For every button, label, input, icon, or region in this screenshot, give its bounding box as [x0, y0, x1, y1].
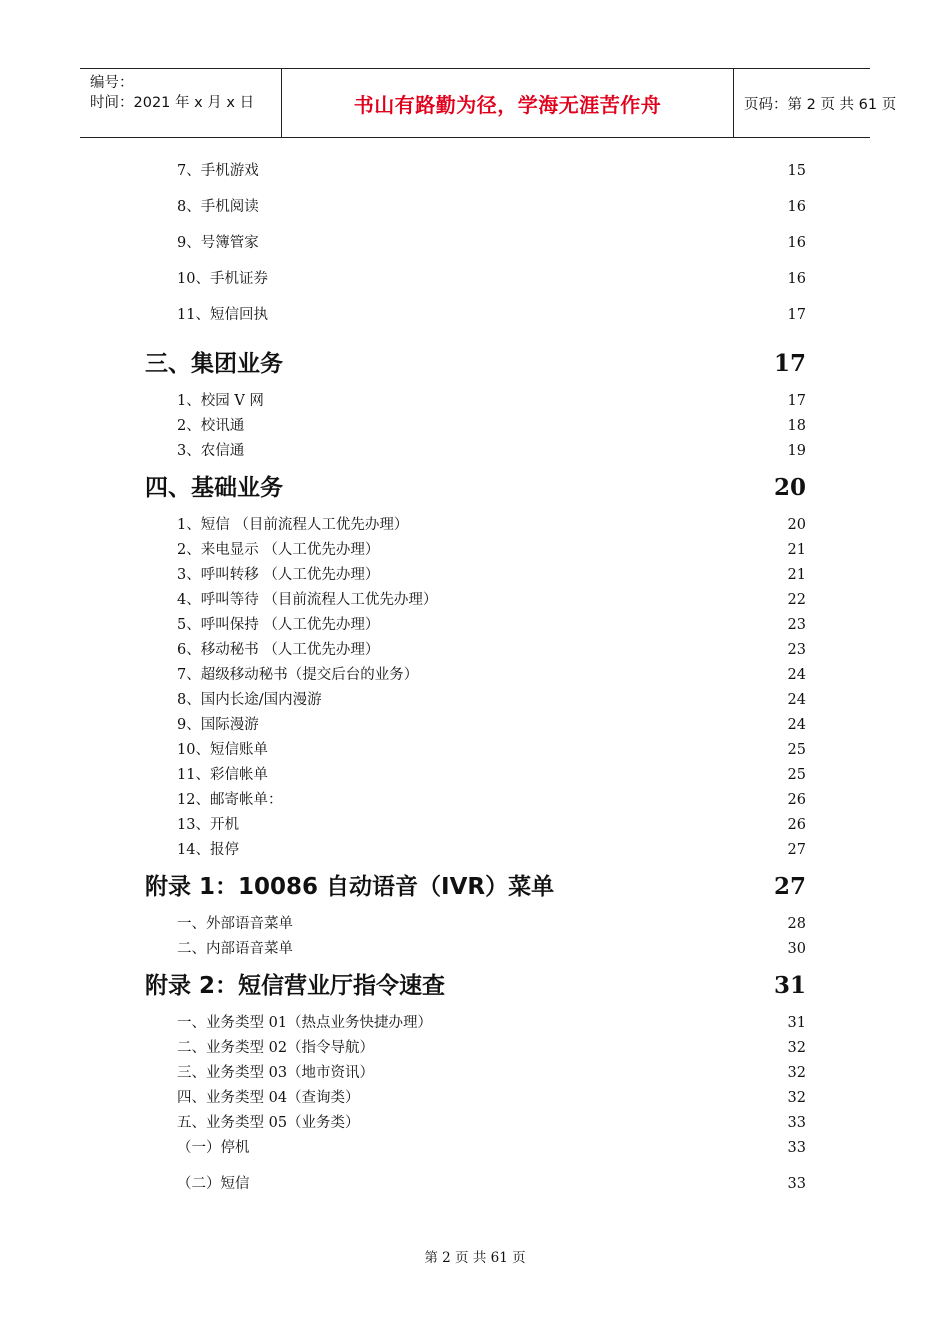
header-page-info: 页码：第 2 页 共 61 页: [744, 96, 897, 113]
toc-entry[interactable]: [177, 1112, 806, 1134]
page-footer: 第 2 页 共 61 页: [424, 1250, 526, 1266]
toc-entry-page: 23: [787, 617, 806, 633]
toc-entry[interactable]: [177, 440, 806, 462]
toc-entry-page: 18: [787, 418, 806, 434]
toc-entry-page: 26: [787, 817, 806, 833]
header-motto: [282, 69, 734, 137]
toc-section-page: 20: [773, 474, 806, 501]
toc-entry-page: 24: [787, 692, 806, 708]
toc-entry-page: 15: [787, 163, 806, 179]
toc-entry-label: 10、手机证券: [177, 271, 268, 287]
toc-entry[interactable]: [177, 160, 806, 182]
toc-section-heading[interactable]: [145, 472, 806, 504]
toc-entry-page: 19: [787, 443, 806, 459]
toc-entry[interactable]: [177, 664, 806, 686]
toc-entry[interactable]: [177, 415, 806, 437]
toc-entry-label: 12、邮寄帐单：: [177, 792, 283, 808]
toc-entry[interactable]: [177, 268, 806, 290]
toc-entry-page: 16: [787, 199, 806, 215]
toc-entry-label: 2、来电显示 （人工优先办理）: [177, 542, 380, 558]
toc-entry-label: 14、报停: [177, 842, 239, 858]
toc-entry[interactable]: [177, 1062, 806, 1084]
toc-entry-page: 33: [787, 1115, 806, 1131]
toc-entry-page: 31: [787, 1015, 806, 1031]
toc-entry-label: 二、内部语音菜单: [177, 941, 293, 957]
toc-entry[interactable]: [177, 539, 806, 561]
toc-entry-page: 24: [787, 667, 806, 683]
toc-entry-label: 4、呼叫等待 （目前流程人工优先办理）: [177, 592, 438, 608]
toc-entry-label: 四、业务类型 04（查询类）: [177, 1090, 360, 1106]
toc-entry[interactable]: [177, 304, 806, 326]
toc-entry-page: 33: [787, 1140, 806, 1156]
toc-entry-label: 三、业务类型 03（地市资讯）: [177, 1065, 375, 1081]
toc-entry-label: 7、手机游戏: [177, 163, 259, 179]
toc-entry-page: 32: [787, 1065, 806, 1081]
toc-entry-page: 23: [787, 642, 806, 658]
toc-entry-page: 25: [787, 742, 806, 758]
document-date: 时间：2021 年 x 月 x 日: [90, 95, 255, 111]
toc-section-page: 27: [773, 873, 806, 900]
toc-section-label: 四、基础业务: [145, 475, 283, 501]
toc-section-heading[interactable]: [145, 871, 806, 903]
toc-entry-label: 11、彩信帐单: [177, 767, 268, 783]
toc-entry-page: 32: [787, 1090, 806, 1106]
toc-entry-page: 16: [787, 235, 806, 251]
toc-entry-label: 6、移动秘书 （人工优先办理）: [177, 642, 380, 658]
toc-entry[interactable]: [177, 390, 806, 412]
toc-entry-page: 33: [787, 1176, 806, 1192]
toc-entry[interactable]: [177, 639, 806, 661]
toc-entry-label: （一）停机: [177, 1140, 250, 1156]
toc-entry[interactable]: [177, 514, 806, 536]
toc-entry-page: 17: [787, 307, 806, 323]
toc-entry[interactable]: [177, 196, 806, 218]
toc-section-page: 17: [773, 350, 806, 377]
toc-entry-label: （二）短信: [177, 1176, 250, 1192]
toc-entry-label: 9、国际漫游: [177, 717, 259, 733]
toc-entry-page: 30: [787, 941, 806, 957]
toc-entry-page: 21: [787, 542, 806, 558]
toc-entry-page: 24: [787, 717, 806, 733]
header-meta: [80, 69, 282, 137]
toc-entry-page: 25: [787, 767, 806, 783]
toc-entry[interactable]: [177, 689, 806, 711]
toc-entry-label: 10、短信账单: [177, 742, 268, 758]
toc-entry-label: 五、业务类型 05（业务类）: [177, 1115, 360, 1131]
document-number-label: 编号：: [90, 75, 134, 91]
toc-section-label: 附录 1：10086 自动语音（IVR）菜单: [145, 874, 555, 900]
toc-entry[interactable]: [177, 589, 806, 611]
toc-entry[interactable]: [177, 1037, 806, 1059]
toc-entry-label: 3、农信通: [177, 443, 245, 459]
toc-entry[interactable]: [177, 938, 806, 960]
toc-entry-label: 1、校园 V 网: [177, 393, 264, 409]
toc-entry-page: 22: [787, 592, 806, 608]
toc-entry-label: 11、短信回执: [177, 307, 268, 323]
toc-entry-label: 8、国内长途/国内漫游: [177, 692, 322, 708]
toc-entry-label: 3、呼叫转移 （人工优先办理）: [177, 567, 380, 583]
toc-section-label: 三、集团业务: [145, 351, 283, 377]
toc-entry-label: 1、短信 （目前流程人工优先办理）: [177, 517, 409, 533]
toc-entry-label: 一、外部语音菜单: [177, 916, 293, 932]
toc-section-label: 附录 2：短信营业厅指令速查: [145, 973, 446, 999]
toc-entry[interactable]: [177, 913, 806, 935]
toc-entry-label: 13、开机: [177, 817, 239, 833]
toc-entry-page: 26: [787, 792, 806, 808]
toc-entry-label: 8、手机阅读: [177, 199, 259, 215]
toc-entry-page: 21: [787, 567, 806, 583]
toc-entry[interactable]: [177, 1173, 806, 1195]
toc-entry-page: 20: [787, 517, 806, 533]
toc-entry[interactable]: [177, 1137, 806, 1159]
toc-section-page: 31: [773, 972, 806, 999]
toc-entry-label: 二、业务类型 02（指令导航）: [177, 1040, 375, 1056]
toc-section-heading[interactable]: [145, 348, 806, 380]
toc-entry[interactable]: [177, 1087, 806, 1109]
toc-entry-page: 32: [787, 1040, 806, 1056]
toc-entry[interactable]: [177, 814, 806, 836]
toc-entry[interactable]: [177, 764, 806, 786]
toc-entry-label: 2、校讯通: [177, 418, 245, 434]
toc-entry-label: 一、业务类型 01（热点业务快捷办理）: [177, 1015, 433, 1031]
motto-text: 书山有路勤为径，学海无涯苦作舟: [353, 92, 662, 117]
toc-entry-page: 28: [787, 916, 806, 932]
toc-entry[interactable]: [177, 232, 806, 254]
toc-entry[interactable]: [177, 564, 806, 586]
toc-entry[interactable]: [177, 1012, 806, 1034]
toc-entry-page: 16: [787, 271, 806, 287]
toc-entry[interactable]: [177, 614, 806, 636]
toc-entry-label: 9、号簿管家: [177, 235, 259, 251]
toc-entry-label: 7、超级移动秘书（提交后台的业务）: [177, 667, 419, 683]
toc-entry[interactable]: [177, 714, 806, 736]
toc-entry-page: 17: [787, 393, 806, 409]
toc-section-heading[interactable]: [145, 970, 806, 1002]
toc-entry[interactable]: [177, 739, 806, 761]
toc-entry[interactable]: [177, 789, 806, 811]
page-header: [80, 68, 897, 138]
toc-entry-page: 27: [787, 842, 806, 858]
toc-entry-label: 5、呼叫保持 （人工优先办理）: [177, 617, 380, 633]
toc-entry[interactable]: [177, 839, 806, 861]
